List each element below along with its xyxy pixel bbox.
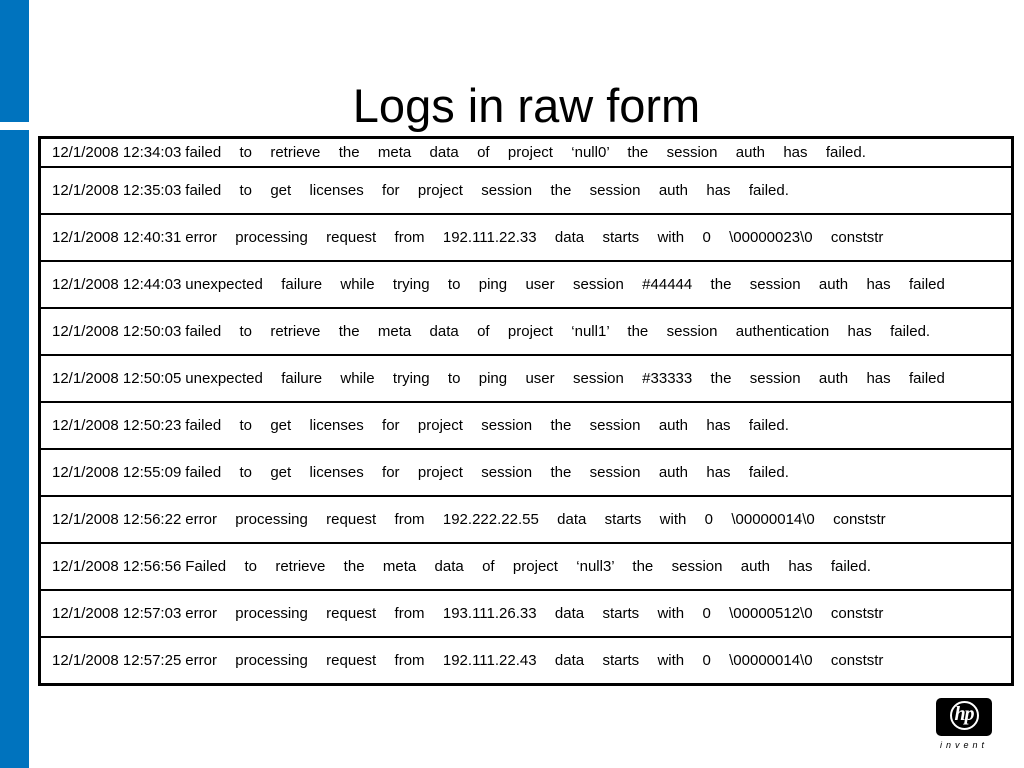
table-row bbox=[40, 355, 1013, 402]
log-message: failed to get licenses for project session the session auth has failed. bbox=[185, 417, 789, 434]
log-timestamp: 12/1/2008 12:35:03 bbox=[52, 182, 182, 199]
log-entry-cell bbox=[40, 449, 1013, 496]
slide-title: Logs in raw form bbox=[352, 79, 701, 132]
table-row bbox=[40, 308, 1013, 355]
log-entry-cell bbox=[40, 261, 1013, 308]
log-message: error processing request from 192.222.22.55 data starts with 0 \00000014\0 conststr bbox=[185, 511, 886, 528]
hp-logo-mark: hp bbox=[954, 703, 974, 725]
log-entry-cell bbox=[40, 138, 1013, 168]
log-entry-cell bbox=[40, 496, 1013, 543]
log-entry-cell bbox=[40, 167, 1013, 214]
log-entry-cell bbox=[40, 402, 1013, 449]
log-entry-cell bbox=[40, 308, 1013, 355]
hp-logo-tagline: invent bbox=[939, 740, 989, 750]
table-row bbox=[40, 261, 1013, 308]
log-entry-cell bbox=[40, 543, 1013, 590]
table-row bbox=[40, 402, 1013, 449]
log-timestamp: 12/1/2008 12:57:25 bbox=[52, 652, 182, 669]
log-message: unexpected failure while trying to ping user session #33333 the session auth has failed bbox=[185, 370, 945, 387]
table-row bbox=[40, 637, 1013, 685]
table-row bbox=[40, 496, 1013, 543]
log-timestamp: 12/1/2008 12:50:03 bbox=[52, 323, 182, 340]
hp-logo-badge bbox=[936, 698, 992, 736]
log-message: error processing request from 192.111.22.33 data starts with 0 \00000023\0 conststr bbox=[185, 229, 884, 246]
table-row bbox=[40, 167, 1013, 214]
log-table bbox=[38, 136, 1014, 686]
log-entry-cell bbox=[40, 355, 1013, 402]
log-message: unexpected failure while trying to ping user session #44444 the session auth has failed bbox=[185, 276, 945, 293]
log-timestamp: 12/1/2008 12:56:56 bbox=[52, 558, 182, 575]
table-row bbox=[40, 543, 1013, 590]
table-row bbox=[40, 138, 1013, 168]
log-timestamp: 12/1/2008 12:50:05 bbox=[52, 370, 182, 387]
log-message: failed to retrieve the meta data of project ‘null0’ the session auth has failed. bbox=[185, 144, 866, 161]
table-row bbox=[40, 214, 1013, 261]
log-timestamp: 12/1/2008 12:34:03 bbox=[52, 144, 182, 161]
log-message: Failed to retrieve the meta data of project ‘null3’ the session auth has failed. bbox=[185, 558, 871, 575]
log-entry-cell bbox=[40, 637, 1013, 685]
log-message: failed to get licenses for project session the session auth has failed. bbox=[185, 464, 789, 481]
log-timestamp: 12/1/2008 12:55:09 bbox=[52, 464, 182, 481]
log-timestamp: 12/1/2008 12:56:22 bbox=[52, 511, 182, 528]
table-row bbox=[40, 590, 1013, 637]
left-accent-bar-bottom bbox=[0, 130, 29, 768]
log-message: failed to get licenses for project session the session auth has failed. bbox=[185, 182, 789, 199]
log-table-body bbox=[40, 138, 1013, 685]
table-row bbox=[40, 449, 1013, 496]
log-entry-cell bbox=[40, 214, 1013, 261]
left-accent-bar-top bbox=[0, 0, 29, 122]
log-timestamp: 12/1/2008 12:57:03 bbox=[52, 605, 182, 622]
log-timestamp: 12/1/2008 12:40:31 bbox=[52, 229, 182, 246]
log-message: failed to retrieve the meta data of project ‘null1’ the session authentication has failed. bbox=[185, 323, 931, 340]
hp-logo-icon bbox=[933, 698, 995, 754]
log-timestamp: 12/1/2008 12:50:23 bbox=[52, 417, 182, 434]
log-entry-cell bbox=[40, 590, 1013, 637]
log-timestamp: 12/1/2008 12:44:03 bbox=[52, 276, 182, 293]
log-message: error processing request from 192.111.22.43 data starts with 0 \00000014\0 conststr bbox=[185, 652, 884, 669]
log-message: error processing request from 193.111.26.33 data starts with 0 \00000512\0 conststr bbox=[185, 605, 884, 622]
